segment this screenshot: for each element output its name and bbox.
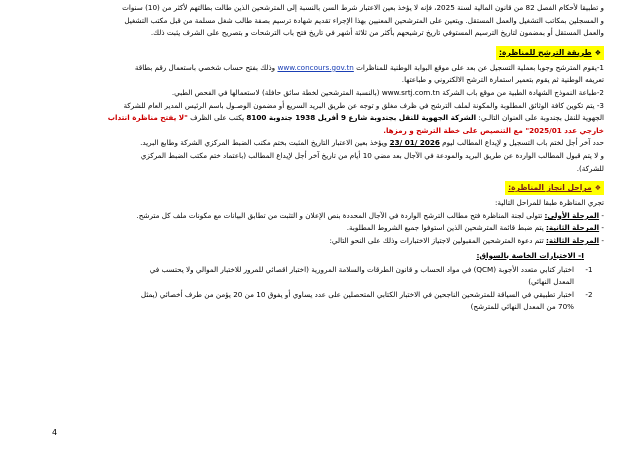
test-1-line-2: المعدل النهائي) — [528, 277, 574, 287]
intro-line-3: والعمل المستقل أو بمضمون لتاريخ الترسيم المستوفي تاريخ ترشيحهم بأكثر من ثلاثة أشهر في تاريخ فتح باب الترشحات و بتصريح على الشرف يثبت ذلك. — [150, 28, 604, 38]
company-address: الشركة الجهوية للنقل بجندوبة شارع 9 أفريل 1938 جندوبة 8100 — [246, 113, 477, 123]
diamond-bullet-icon: ❖ — [594, 48, 601, 57]
srtj-website-link[interactable]: www.srtj.com.tn — [381, 87, 440, 97]
page-number: 4 — [52, 428, 58, 437]
item-3-line-2: الجهوية للنقل بجندوبة على العنوان التالـي: الشركة الجهوية للنقل بجندوبة شارع 9 أفريل 1938 جندوبة 8100 يكتب على الظرف "لا يفتح مناظرة انتداب — [107, 113, 604, 123]
item-1-line-1: 1-يقوم المترشح وجوبا بعملية التسجيل عن بعد على موقع البوابة الوطنية للمناظرات www.concours.gov.tn وذلك بفتح حساب شخصي باستعمال رقم بطاقة — [134, 62, 604, 72]
item-2-line: 2-طباعة النموذج الشهادة الطبية من موقع باب الشركة www.srtj.com.tn (بالنسبة المترشحين لخطة سائق حافلة) لاستعمالها في الفحص الطبي. — [171, 87, 604, 97]
concours-portal-link[interactable]: www.concours.gov.tn — [277, 62, 354, 72]
test-2-number: 2- — [585, 289, 593, 299]
stages-intro: تجري المناظرة طبقا للمراحل التالية: — [495, 198, 604, 208]
intro-paragraph — [44, 0, 604, 40]
test-2-line-1: اختبار تطبيقي في السياقة للمترشحين الناجحين في الاختبار الكتابي المتحصلين على عدد يساوي أو يفوق 10 من 20 يؤمن من طرف أخصائي (يمثل — [140, 289, 574, 299]
test-2-line-2: 70% من المعدل النهائي للمترشح) — [470, 302, 574, 312]
section-heading-stages: ❖مراحل انجاز المناظرة: — [505, 181, 604, 195]
section-competition-stages — [44, 175, 604, 314]
envelope-note: "لا يفتح مناظرة انتداب — [107, 113, 188, 123]
item-1-line-2: تعريفه الوطنية ثم يقوم بتعمير استمارة الترشح الالكتروني و طباعتها. — [401, 75, 604, 85]
intro-line-1: و تطبيقا لأحكام الفصل 82 من قانون المالية لسنة 2025، فإنه لا يؤخذ بعين الاعتبار شرط السن بالنسبة إلى المترشحين الذين طالت بطالتهم لأكثر من (10) سنوات — [122, 3, 604, 12]
stage-2: - المرحلة الثانية: يتم ضبط قائمة المترشحين الذين استوفوا جميع الشروط المطلوبة. — [346, 223, 604, 233]
deadline-date: 23/ 01/ 2026 — [389, 138, 440, 148]
item-3-line-1: 3- يتم تكوين كافة الوثائق المطلوبة والمكونة لملف الترشح في ظرف مغلق و توجه عن طريق البريد السريع أو مضمون الوصـول باسم الرئيس المدير العام للشركة — [123, 100, 604, 110]
test-1 — [44, 264, 604, 289]
item-4-line-3: للشركة). — [576, 163, 604, 173]
item-4-line-2: و لا يتم قبول المطالب الواردة عن طريق البريد والمودعة في الآجال بعد مضي 10 أيام من تاريخ آخر أجل لإيداع المطالب (باعتماد ختم مكتب الضبط المركزي — [140, 150, 604, 160]
item-3-line-3: خارجي عدد 2025/01" مع التنصيص على خطة الترشح و رمزها. — [383, 125, 604, 135]
test-1-number: 1- — [585, 264, 593, 274]
drivers-tests-heading: I- الاختبارات الخاصة بالسواق: — [476, 250, 584, 260]
section-heading-application: ❖طريقة الترشح للمناظرة: — [496, 46, 604, 60]
test-2 — [44, 289, 604, 314]
item-4-line-1: حدد آخر أجل لختم باب التسجيل و لإيداع المطالب ليوم 23/ 01/ 2026 ويؤخذ بعين الاعتبار التاريخ المثبت بختم مكتب الضبط المركزي الشركة وطابع البريد. — [140, 138, 604, 148]
stage-3: - المرحلة الثالثة: تتم دعوة المترشحين المقبولين لاجتياز الاختبارات وذلك على النحو التالي: — [329, 235, 604, 245]
test-1-line-1: اختبار كتابي متعدد الأجوبة (QCM) في مواد الحساب و قانون الطرقات والسلامة المرورية (اختبار اقصائي للمرور للاختبار الموالي ولا يحتسب في — [149, 264, 574, 274]
section-application-method — [44, 40, 604, 175]
diamond-bullet-icon: ❖ — [594, 184, 601, 193]
stage-1: - المرحلة الأولى: تتولى لجنة المناظرة فتح مطالب الترشح الواردة في الآجال المحددة بنص الإعلان و التثبت من تطابق البيانات مع مكونات ملف كل مترشح. — [136, 210, 604, 220]
intro-line-2: و المسجلين بمكاتب التشغيل والعمل المستقل. ويتعين على المترشحين المعنيين بهذا الإجراء تقديم شهادة ترسيم بصفة طالب شغل مسلمة من قبل مكتب التشغيل — [124, 15, 604, 25]
